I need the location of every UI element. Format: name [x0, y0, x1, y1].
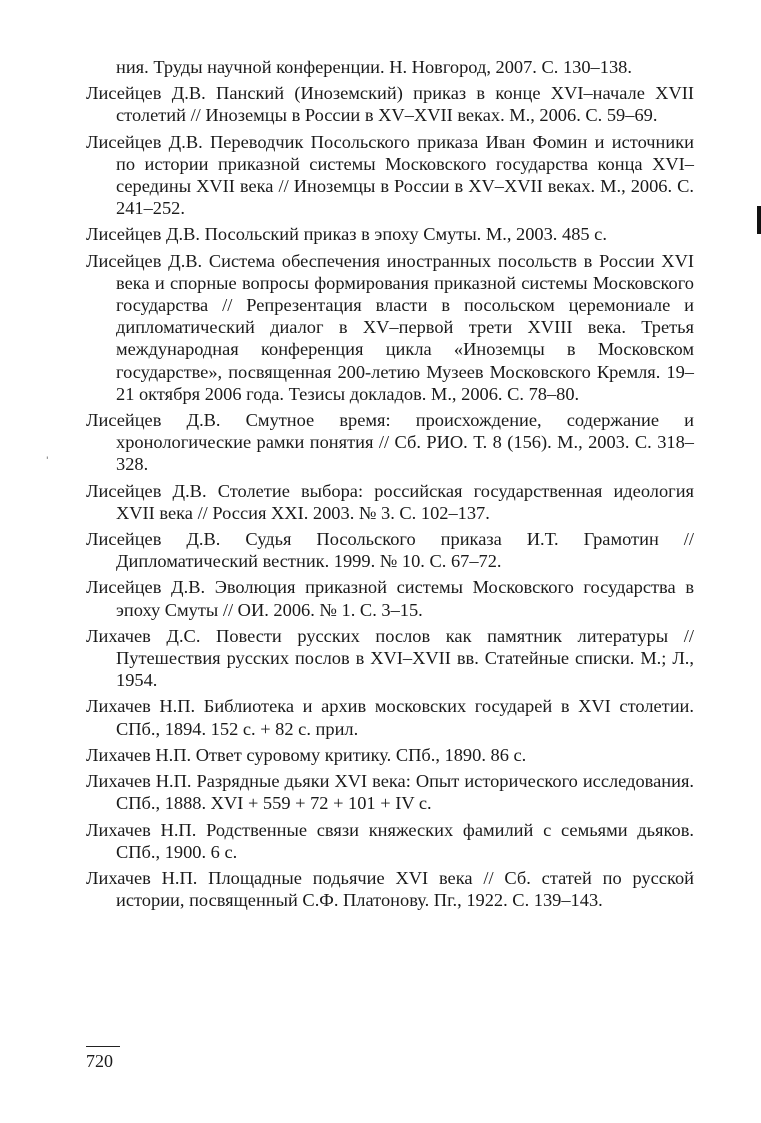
bibliography-entry: Лисейцев Д.В. Смутное время: происхождение, содержание и хронологические рамки понятия // Сб. РИО. Т. 8 (156). М., 2003. С. 318–328.	[86, 410, 694, 475]
bibliography-entry: Лисейцев Д.В. Переводчик Посольского приказа Иван Фомин и источники по истории приказной системы Московского государства конца XVI–середины XVII века // Иноземцы в России в XV–XVII веках. М., 2006. С. 241–252.	[86, 131, 694, 219]
scan-speck: '	[46, 456, 49, 466]
bibliography-list	[86, 56, 694, 915]
bibliography-entry: Лисейцев Д.В. Посольский приказ в эпоху Смуты. М., 2003. 485 с.	[86, 224, 607, 245]
bibliography-entry: Лихачев Н.П. Родственные связи княжеских фамилий с семьями дьяков. СПб., 1900. 6 с.	[86, 819, 694, 862]
bibliography-entry: Лисейцев Д.В. Судья Посольского приказа И.Т. Грамотин // Дипломатический вестник. 1999. № 10. С. 67–72.	[86, 529, 694, 572]
bibliography-entry: Лисейцев Д.В. Столетие выбора: российская государственная идеология XVII века // Россия XXI. 2003. № 3. С. 102–137.	[86, 480, 694, 523]
bibliography-entry: Лихачев Н.П. Разрядные дьяки XVI века: Опыт исторического исследования. СПб., 1888. XVI + 559 + 72 + 101 + IV с.	[86, 771, 694, 814]
bibliography-entry: Лисейцев Д.В. Система обеспечения иностранных посольств в России XVI века и спорные вопросы формирования приказной системы Московского государства // Репрезентация власти в посольском церемониале и дипломатический диалог в XV–первой трети XVIII века. Третья международная конференция цикла «Иноземцы в Московском государстве», посвященная 200-летию Музеев Московского Кремля. 19–21 октября 2006 года. Тезисы докладов. М., 2006. С. 78–80.	[86, 250, 694, 404]
bibliography-entry: Лихачев Д.С. Повести русских послов как памятник литературы // Путешествия русских послов в XVI–XVII вв. Статейные списки. М.; Л., 1954.	[86, 625, 694, 691]
bibliography-entry: Лисейцев Д.В. Панский (Иноземский) приказ в конце XVI–начале XVII столетий // Иноземцы в России в XV–XVII веках. М., 2006. С. 59–69.	[86, 83, 694, 126]
footer-rule	[86, 1046, 120, 1047]
bibliography-entry: Лихачев Н.П. Библиотека и архив московских государей в XVI столетии. СПб., 1894. 152 с. + 82 с. прил.	[86, 696, 694, 739]
bibliography-entry: Лихачев Н.П. Площадные подьячие XVI века // Сб. статей по русской истории, посвященный С.Ф. Платонову. Пг., 1922. С. 139–143.	[86, 867, 694, 911]
bibliography-entry: Лихачев Н.П. Ответ суровому критику. СПб., 1890. 86 с.	[86, 744, 527, 765]
page-number: 720	[86, 1051, 113, 1071]
bibliography-entry: Лисейцев Д.В. Эволюция приказной системы Московского государства в эпоху Смуты // ОИ. 2006. № 1. С. 3–15.	[86, 577, 694, 620]
margin-mark	[757, 206, 761, 234]
bibliography-entry: ния. Труды научной конференции. Н. Новгород, 2007. С. 130–138.	[116, 57, 632, 77]
